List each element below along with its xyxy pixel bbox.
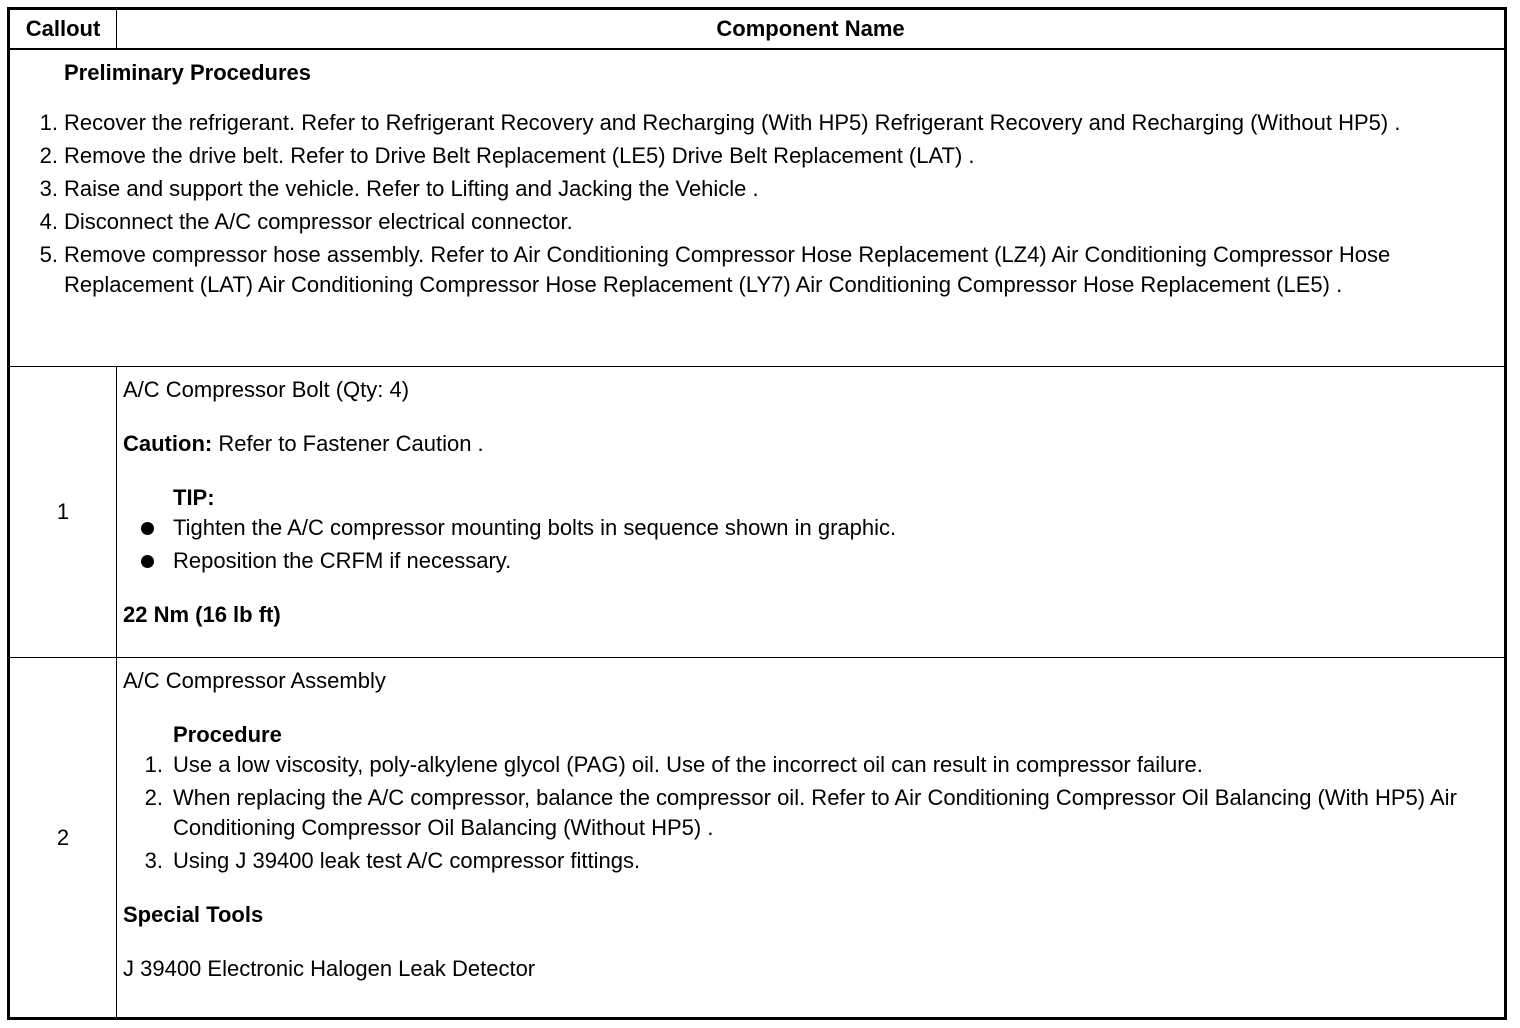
step-text: Remove the drive belt. Refer to Drive Belt Replacement (LE5) Drive Belt Replacement (LAT) . [64, 143, 975, 168]
component-cell [117, 367, 1506, 658]
table-row [9, 367, 1506, 658]
special-tool: J 39400 Electronic Halogen Leak Detector [123, 956, 536, 982]
list-item [20, 108, 1494, 138]
tip-list [123, 513, 1498, 576]
caution-label: Caution: [123, 431, 213, 456]
step-text: Disconnect the A/C compressor electrical connector. [64, 209, 573, 234]
torque-spec: 22 Nm (16 lb ft) [123, 602, 281, 627]
component-name: A/C Compressor Bolt (Qty: 4) [123, 377, 410, 402]
procedure-steps [123, 750, 1498, 876]
step-number: 3. [144, 848, 163, 874]
procedure-label: Procedure [173, 722, 282, 748]
step-number: 4. [39, 209, 58, 234]
component-table [7, 7, 1507, 1020]
table-header-row [9, 9, 1506, 50]
step-text: Using J 39400 leak test A/C compressor fittings. [173, 848, 641, 874]
list-item [123, 783, 1498, 843]
step-number: 5. [39, 242, 58, 267]
special-tools-label: Special Tools [123, 902, 264, 928]
component-cell [117, 658, 1506, 1019]
component-name: A/C Compressor Assembly [123, 668, 386, 694]
step-number: 2. [39, 143, 58, 168]
table-row [9, 658, 1506, 1019]
preliminary-steps [20, 108, 1494, 300]
list-item [20, 207, 1494, 237]
tip-text: Reposition the CRFM if necessary. [173, 548, 512, 573]
preliminary-title: Preliminary Procedures [64, 60, 312, 85]
header-callout: Callout [9, 9, 117, 50]
bullet-icon [141, 522, 154, 535]
list-item [20, 174, 1494, 204]
step-number: 1. [144, 752, 163, 778]
list-item [123, 513, 1498, 543]
list-item [20, 240, 1494, 300]
header-component-name: Component Name [117, 9, 1506, 50]
preliminary-row [9, 49, 1506, 367]
list-item [123, 546, 1498, 576]
list-item [123, 846, 1498, 876]
callout-number: 2 [9, 658, 117, 1019]
step-number: 3. [39, 176, 58, 201]
preliminary-cell [9, 49, 1506, 367]
step-text: Remove compressor hose assembly. Refer to Air Conditioning Compressor Hose Replacement (LZ4) Air Conditioning Compressor Hose Replacement (LAT) Air Conditioning Compressor Hose Replacement (LY7) Air Conditioning Compressor Hose Replacement (LE5) . [64, 242, 1391, 297]
tip-text: Tighten the A/C compressor mounting bolts in sequence shown in graphic. [173, 515, 897, 540]
step-number: 1. [39, 110, 58, 135]
step-number: 2. [144, 785, 163, 811]
bullet-icon [141, 555, 154, 568]
step-text: Raise and support the vehicle. Refer to Lifting and Jacking the Vehicle . [64, 176, 759, 201]
step-text: When replacing the A/C compressor, balance the compressor oil. Refer to Air Conditioning Compressor Oil Balancing (With HP5) Air Conditioning Compressor Oil Balancing (Without HP5) . [173, 785, 1457, 841]
step-text: Use a low viscosity, poly-alkylene glycol (PAG) oil. Use of the incorrect oil can result in compressor failure. [173, 752, 1203, 778]
caution-line [123, 429, 1498, 459]
caution-text: Refer to Fastener Caution . [212, 431, 484, 456]
list-item [20, 141, 1494, 171]
list-item [123, 750, 1498, 780]
callout-number: 1 [9, 367, 117, 658]
step-text: Recover the refrigerant. Refer to Refrigerant Recovery and Recharging (With HP5) Refrigerant Recovery and Recharging (Without HP5) . [64, 110, 1401, 135]
tip-label: TIP: [173, 485, 215, 510]
